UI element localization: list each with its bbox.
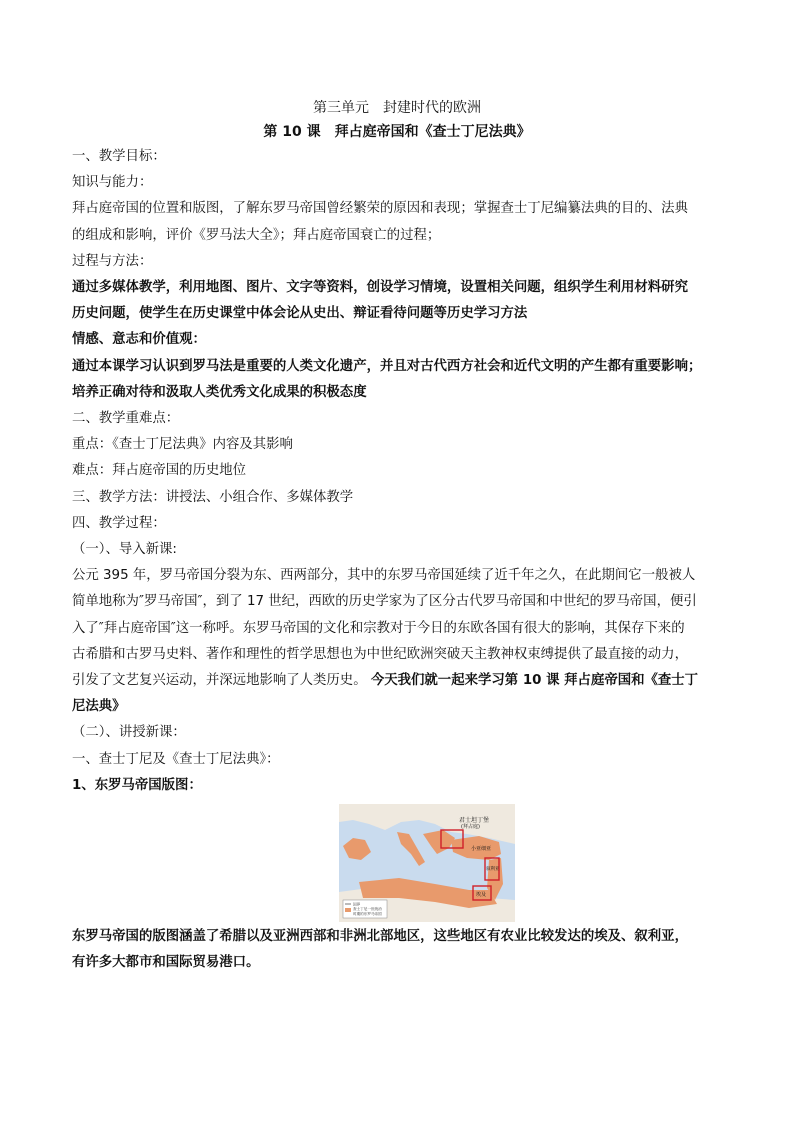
eastern-roman-empire-map xyxy=(339,804,515,922)
intro-text: 公元 395 年，罗马帝国分裂为东、西两部分，其中的东罗马帝国延续了近千年之久，在此期间它一般被人 xyxy=(72,568,696,584)
knowledge-text: 的组成和影响，评价《罗马法大全》；拜占庭帝国衰亡的过程； xyxy=(72,227,441,243)
map-graphic xyxy=(339,804,515,922)
legend-empire-1: 查士丁尼一世统治 xyxy=(353,907,382,912)
intro-text-last xyxy=(72,668,722,694)
legend-empire-2: 时期的东罗马帝国 xyxy=(353,912,382,917)
intro-text-bold: 今天我们就一起来学习第 10 课 拜占庭帝国和《查士丁 xyxy=(370,673,699,689)
subheading-process: 过程与方法： xyxy=(72,253,153,269)
values-text: 通过本课学习认识到罗马法是重要的人类文化遗产，并且对古代西方社会和近代文明的产生都有重要影响； xyxy=(72,358,702,374)
intro-text: 入了″拜占庭帝国″这一称呼。东罗马帝国的文化和宗教对于今日的东欧各国有很大的影响，其保存下来的 xyxy=(72,620,685,636)
label-constantinople: 君士坦丁堡 xyxy=(459,817,490,825)
difficult-point: 难点：拜占庭帝国的历史地位 xyxy=(72,463,247,479)
process-text: 通过多媒体教学，利用地图、图片、文字等资料，创设学习情境，设置相关问题，组织学生利用材料研究 xyxy=(72,280,688,296)
heading-teaching-goals: 一、教学目标： xyxy=(72,149,166,164)
heading-key-points: 二、教学重难点： xyxy=(72,411,180,427)
lesson-title: 第 10 课 拜占庭帝国和《查士丁尼法典》 xyxy=(263,124,531,140)
heading-process-steps: 四、教学过程： xyxy=(72,515,166,531)
map-description: 东罗马帝国的版图涵盖了希腊以及亚洲西部和非洲北部地区，这些地区有农业比较发达的埃及、叙利亚， xyxy=(72,929,688,945)
label-asia-minor: 小亚细亚 xyxy=(471,846,492,853)
subheading-knowledge: 知识与能力： xyxy=(72,175,153,191)
legend-empire-swatch xyxy=(345,908,351,912)
document-body xyxy=(72,96,722,976)
label-constantinople-alt: (拜占庭) xyxy=(461,824,480,831)
intro-text-bold-cont: 尼法典》 xyxy=(72,699,126,715)
unit-title: 第三单元 封建时代的欧洲 xyxy=(313,100,481,116)
label-syria: 叙利亚 xyxy=(486,867,500,873)
values-text: 培养正确对待和汲取人类优秀文化成果的积极态度 xyxy=(72,384,367,400)
intro-text: 古希腊和古罗马史料、著作和理性的哲学思想也为中世纪欧洲突破天主教神权束缚提供了最直接的动力， xyxy=(72,646,688,662)
heading-methods: 三、教学方法：讲授法、小组合作、多媒体教学 xyxy=(72,489,354,505)
subheading-values: 情感、意志和价值观： xyxy=(72,332,206,348)
knowledge-text: 拜占庭帝国的位置和版图，了解东罗马帝国曾经繁荣的原因和表现；掌握查士丁尼编纂法典的目的、法典 xyxy=(72,201,688,217)
subsection-map: 1、东罗马帝国版图： xyxy=(72,777,202,793)
legend-border: 国界 xyxy=(353,902,361,907)
intro-text: 简单地称为″罗马帝国″，到了 17 世纪，西欧的历史学家为了区分古代罗马帝国和中世纪的罗马帝国，便引 xyxy=(72,594,697,610)
section-heading-justinian: 一、查士丁尼及《查士丁尼法典》： xyxy=(72,751,280,767)
map-description: 有许多大都市和国际贸易港口。 xyxy=(72,955,260,971)
intro-text-plain: 引发了文艺复兴运动，并深远地影响了人类历史。 xyxy=(72,673,367,689)
process-text: 历史问题，使学生在历史课堂中体会论从史出、辩证看待问题等历史学习方法 xyxy=(72,306,528,322)
subheading-new-lesson: （二）、讲授新课： xyxy=(72,725,186,741)
subheading-intro: （一）、导入新课: xyxy=(72,542,177,558)
key-point: 重点：《查士丁尼法典》内容及其影响 xyxy=(72,437,293,453)
label-egypt: 埃及 xyxy=(476,892,487,899)
